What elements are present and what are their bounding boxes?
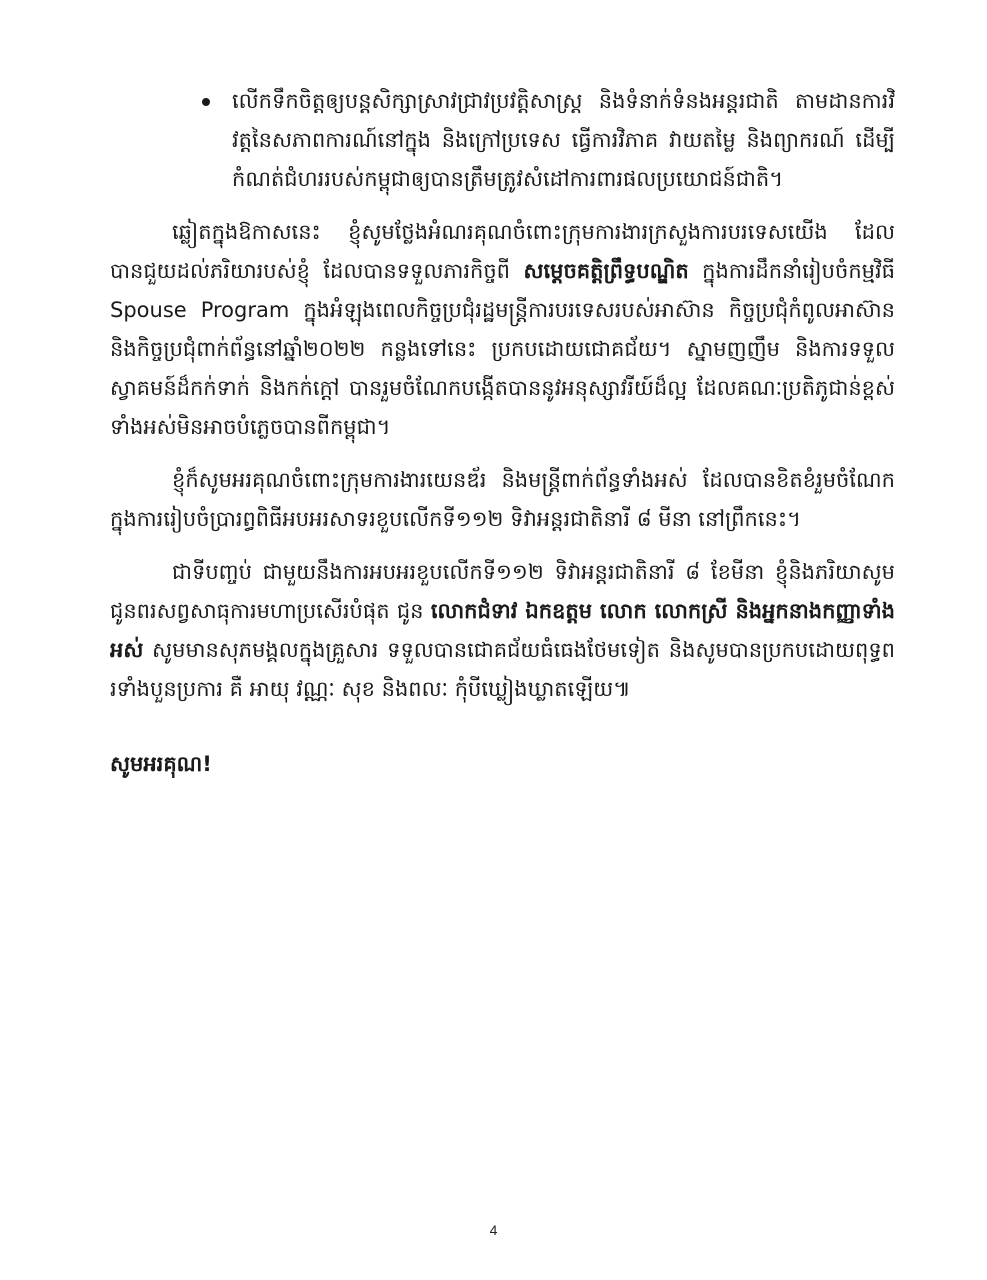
bullet-dot-icon xyxy=(202,98,210,106)
paragraph-text: ក្នុងការដឹកនាំរៀបចំកម្មវិធី Spouse Program ក្នុងអំឡុងពេលកិច្ចប្រជុំរដ្ឋមន្ត្រីការបរទេសរបស់អាស៊ាន កិច្ចប្រជុំកំពូលអាស៊ាន និងកិច្ចប្រជុំពាក់ព័ន្ធនៅឆ្នាំ២០២២ កន្លងទៅនេះ ប្រកបដោយជោគជ័យ។ ស្នាមញញឹម និងការទទួលស្វាគមន៍ដ៏កក់ទាក់ និងកក់ក្តៅ បានរួមចំណែកបង្កើតបាននូវអនុស្សាវរីយ៍ដ៏ល្អ ដែលគណៈប្រតិភូជាន់ខ្ពស់ទាំងអស់មិនអាចបំភ្លេចបានពីកម្ពុជា។ xyxy=(110,259,895,439)
paragraph-thanks-foreign-ministry xyxy=(110,213,895,447)
bold-audience-honorifics: លោកជំទាវ ឯកឧត្តម លោក លោកស្រី និងអ្នកនាងកញ្ញាទាំងអស់ xyxy=(110,599,895,662)
bullet-list-item xyxy=(110,82,895,199)
document-body xyxy=(110,82,895,784)
paragraph-thanks-gender-team: ខ្ញុំក៏សូមអរគុណចំពោះក្រុមការងារយេនឌ័រ និងមន្ត្រីពាក់ព័ន្ធទាំងអស់ ដែលបានខិតខំរួមចំណែកក្នុងការរៀបចំប្រារព្ធពិធីអបអរសាទរខួបលើកទី១១២ ទិវាអន្តរជាតិនារី ៨ មីនា នៅព្រឹកនេះ។ xyxy=(110,468,895,531)
page-number: 4 xyxy=(489,1222,498,1238)
paragraph-closing-wishes xyxy=(110,553,895,709)
paragraph-text: សូមមានសុភមង្គលក្នុងគ្រួសារ ទទួលបានជោគជ័យធំធេងថែមទៀត និងសូមបានប្រកបដោយពុទ្ធពរទាំងបួនប្រការ គឺ អាយុ វណ្ណៈ សុខ និងពលៈ កុំបីឃ្លៀងឃ្លាតឡើយ៕ xyxy=(110,638,895,701)
paragraph-text: ឆ្លៀតក្នុងឱកាសនេះ ខ្ញុំសូមថ្លែងអំណរគុណចំពោះក្រុមការងារក្រសួងការបរទេសយើង ដែលបានជួយដល់ភរិយារបស់ខ្ញុំ ដែលបានទទួលភារកិច្ចពី xyxy=(110,220,895,283)
closing-thanks: សូមអរគុណ! xyxy=(110,752,212,776)
paragraph-text: ជាទីបញ្ចប់ ជាមួយនឹងការអបអរខួបលើកទី១១២ ទិវាអន្តរជាតិនារី ៨ ខែមីនា ខ្ញុំនិងភរិយាសូមជូនពរសព្វសាធុការមហាប្រសើរបំផុត ជូន xyxy=(110,560,895,623)
bullet-text: លើកទឹកចិត្តឲ្យបន្តសិក្សាស្រាវជ្រាវប្រវត្តិសាស្ត្រ និងទំនាក់ទំនងអន្តរជាតិ តាមដានការវិវត្តនៃសភាពការណ៍នៅក្នុង និងក្រៅប្រទេស ធ្វើការវិភាគ វាយតម្លៃ និងព្យាករណ៍ ដើម្បីកំណត់ជំហររបស់កម្ពុជាឲ្យបានត្រឹមត្រូវសំដៅការពារផលប្រយោជន៍ជាតិ។ xyxy=(232,89,895,191)
bold-title-samdech: សម្តេចគត្តិព្រឹទ្ធបណ្ឌិត xyxy=(523,259,689,283)
